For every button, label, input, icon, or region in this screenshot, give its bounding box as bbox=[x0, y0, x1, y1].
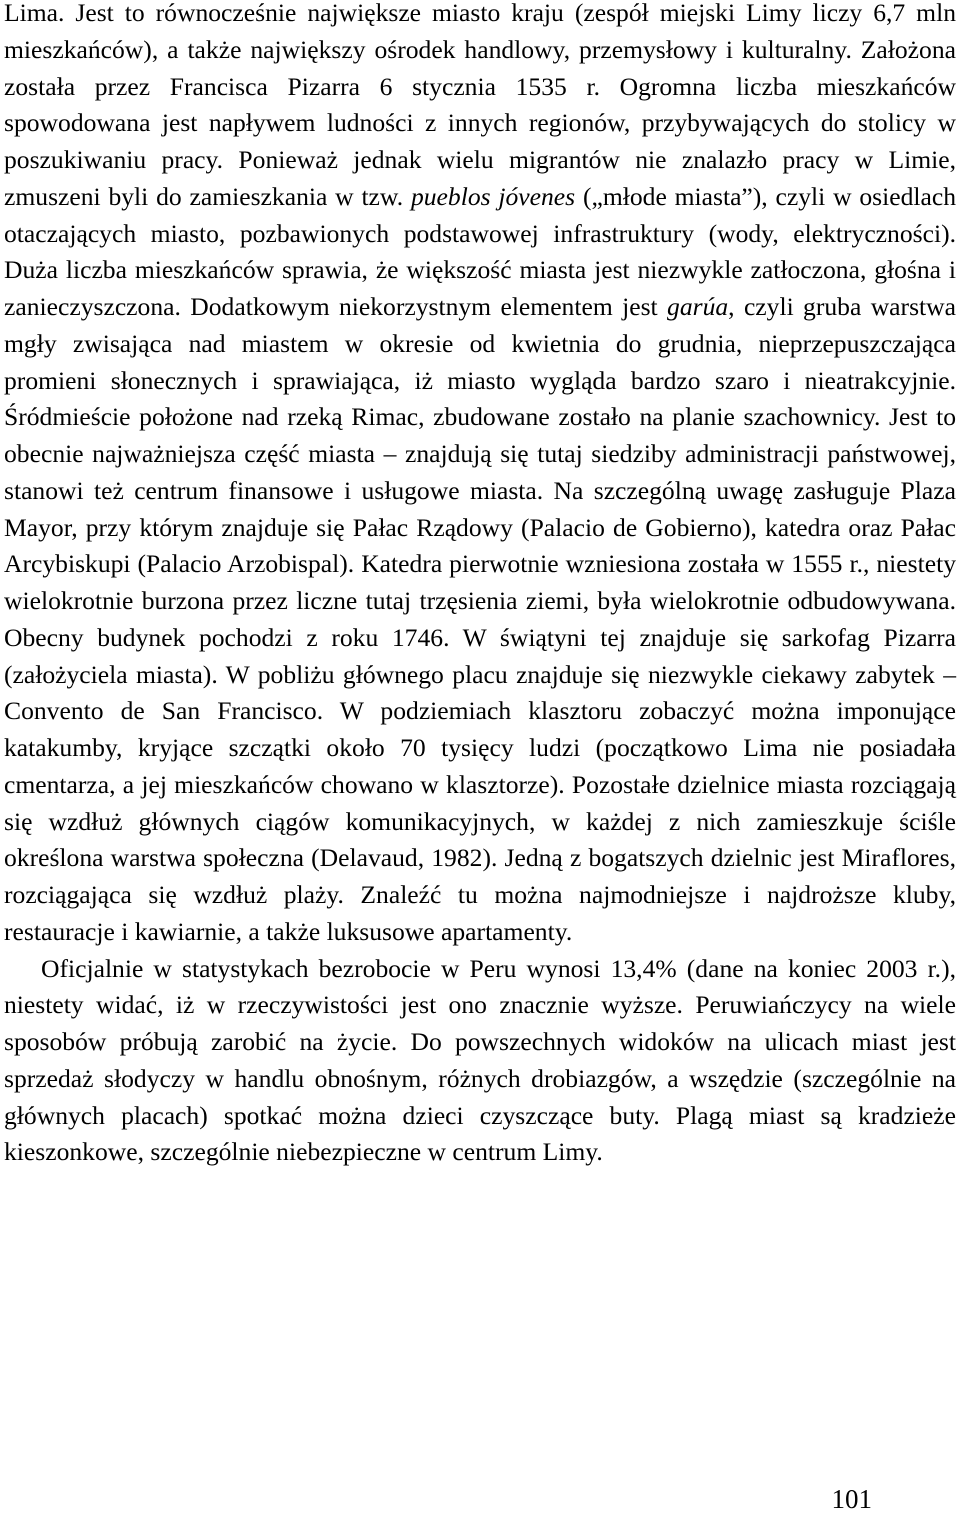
italic-term-pueblos-jovenes: pueblos jóvenes bbox=[410, 181, 576, 211]
text-run: Lima. Jest to równocześnie największe miasto kraju (zespół miejski Limy liczy 6,7 mln mieszkańców), a także największy ośrodek handlowy, przemysłowy i kulturalny. Założona została przez Francisca Pizarra 6 stycznia 1535 r. Ogromna liczba mieszkańców spowodowana jest napływem ludności z innych regionów, przybywających do stolicy w poszukiwaniu pracy. Ponieważ jednak wielu migrantów nie znalazło pracy w Limie, zmuszeni byli do zamieszkania w tzw. bbox=[4, 0, 956, 211]
text-run: („młode miasta”), czyli w osiedlach otaczających miasto, pozbawionych podstawowej infrastruktury (wody, elektryczności). Duża liczba mieszkańców sprawia, że większość miasta jest niezwykle zatłoczona, głośna i zanieczyszczona. Dodatkowym niekorzystnym elementem jest bbox=[4, 181, 957, 321]
text-run: Oficjalnie w statystykach bezrobocie w Peru wynosi 13,4% (dane na koniec 2003 r.), niestety widać, iż w rzeczywistości jest ono znacznie wyższe. Peruwiańczycy na wiele sposobów próbują zarobić na życie. Do powszechnych widoków na ulicach miast jest sprzedaż słodyczy w handlu obnośnym, różnych drobiazgów, a wszędzie (szczególnie na głównych placach) spotkać można dzieci czyszczące buty. Plagą miast są kradzieże kieszonkowe, szczególnie niebezpieczne w centrum Limy. bbox=[4, 953, 956, 1167]
paragraph-unemployment bbox=[4, 951, 956, 1172]
paragraph-lima-description bbox=[4, 0, 956, 951]
italic-term-garua: garúa bbox=[667, 292, 729, 321]
text-run: , czyli gruba warstwa mgły zwisająca nad miastem w okresie od kwietnia do grudnia, nieprzepuszczająca promieni słonecznych i sprawiająca, iż miasto wygląda bardzo szaro i nieatrakcyjnie. Śródmieście położone nad rzeką Rimac, zbudowane zostało na planie szachownicy. Jest to obecnie najważniejsza część miasta – znajdują się tutaj siedziby administracji państwowej, stanowi też centrum finansowe i usługowe miasta. Na szczególną uwagę zasługuje Plaza Mayor, przy którym znajduje się Pałac Rządowy (Palacio de Gobierno), katedra oraz Pałac Arcybiskupi (Palacio Arzobispal). Katedra pierwotnie wzniesiona została w 1555 r., niestety wielokrotnie burzona przez liczne tutaj trzęsienia ziemi, była wielokrotnie odbudowywana. Obecny budynek pochodzi z roku 1746. W świątyni tej znajduje się sarkofag Pizarra (założyciela miasta). W pobliżu głównego placu znajduje się niezwykle ciekawy zabytek – Convento de San Francisco. W podziemiach klasztoru zobaczyć można imponujące katakumby, kryjące szczątki około 70 tysięcy ludzi (początkowo Lima nie posiadała cmentarza, a jej mieszkańców chowano w klasztorze). Pozostałe dzielnice miasta rozciągają się wzdłuż głównych ciągów komunikacyjnych, w każdej z nich zamieszkuje ściśle określona warstwa społeczna (Delavaud, 1982). Jedną z bogatszych dzielnic jest Miraflores, rozciągająca się wzdłuż plaży. Znaleźć tu można najmodniejsze i najdroższe kluby, restauracje i kawiarnie, a także luksusowe apartamenty. bbox=[4, 292, 956, 946]
body-text bbox=[4, 0, 956, 1171]
page-number: 101 bbox=[831, 1484, 872, 1514]
